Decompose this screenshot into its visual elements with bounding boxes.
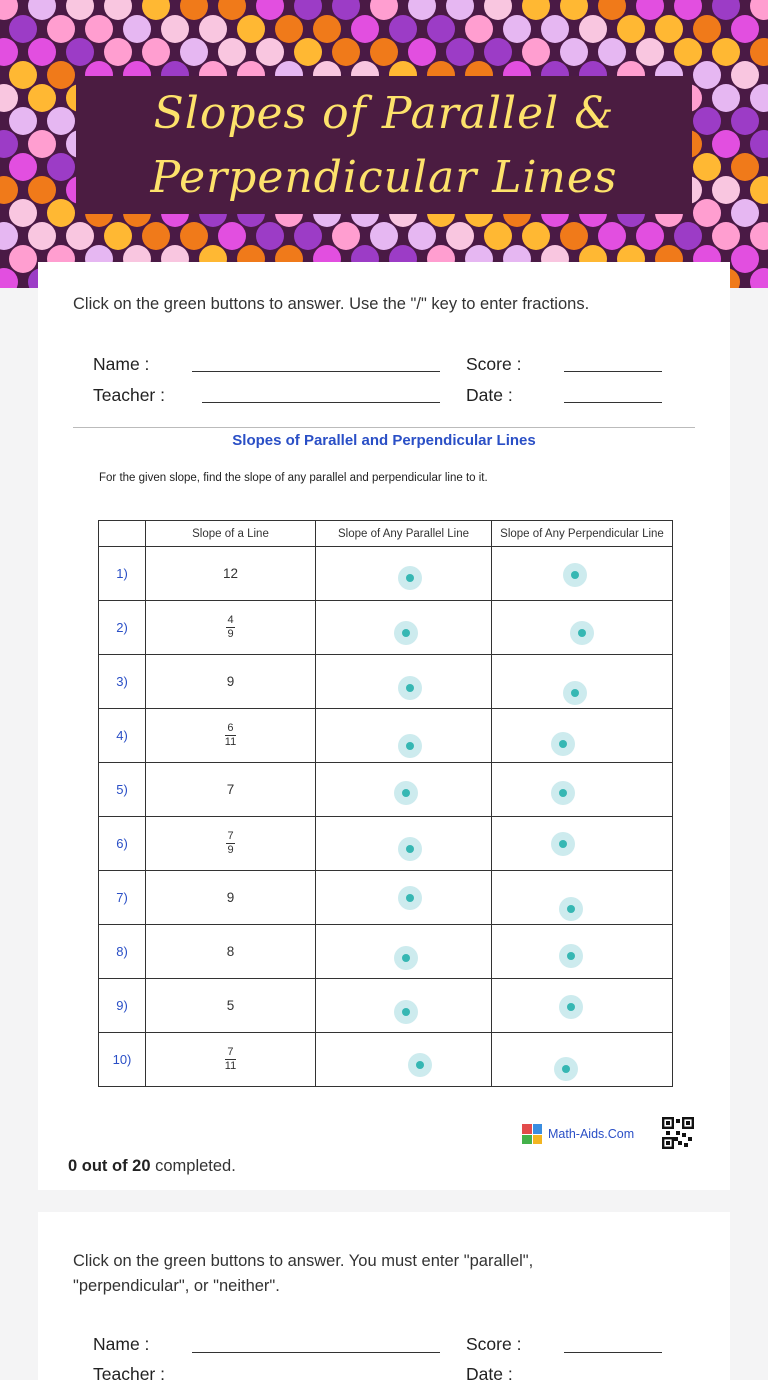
- perpendicular-answer-button[interactable]: [559, 995, 583, 1019]
- polka-dot: [484, 38, 512, 66]
- polka-dot: [484, 0, 512, 20]
- name-label: Name :: [93, 354, 150, 374]
- worksheet-card: [38, 262, 730, 1190]
- perpendicular-answer-button[interactable]: [570, 621, 594, 645]
- row-number: 3): [99, 655, 146, 709]
- row-number: 2): [99, 601, 146, 655]
- polka-dot: [560, 222, 588, 250]
- polka-dot: [389, 15, 417, 43]
- score-line: [564, 371, 662, 372]
- parallel-cell: [316, 547, 492, 601]
- perpendicular-cell: [492, 1033, 673, 1087]
- polka-dot: [598, 38, 626, 66]
- polka-dot: [256, 38, 284, 66]
- parallel-cell: [316, 925, 492, 979]
- polka-dot: [218, 222, 246, 250]
- table-row: [99, 763, 673, 817]
- polka-dot: [313, 15, 341, 43]
- progress-count: 0 out of 20: [68, 1157, 151, 1175]
- row-number: 4): [99, 709, 146, 763]
- qr-code-icon: [662, 1117, 694, 1149]
- given-slope: [146, 817, 316, 871]
- polka-dot: [332, 38, 360, 66]
- polka-dot: [750, 268, 768, 288]
- parallel-answer-button[interactable]: [394, 621, 418, 645]
- date-label-2: Date :: [466, 1364, 513, 1380]
- polka-dot: [66, 38, 94, 66]
- perpendicular-cell: [492, 763, 673, 817]
- header-banner: [0, 0, 768, 288]
- fraction-numerator: 7: [227, 830, 234, 842]
- table-row: [99, 655, 673, 709]
- perpendicular-answer-button[interactable]: [559, 897, 583, 921]
- polka-dot: [750, 84, 768, 112]
- polka-dot: [712, 0, 740, 20]
- polka-dot: [693, 107, 721, 135]
- polka-dot: [0, 176, 18, 204]
- fraction-numerator: 4: [227, 614, 234, 626]
- polka-dot: [104, 38, 132, 66]
- page-title: [76, 82, 692, 210]
- polka-dot: [693, 153, 721, 181]
- polka-dot: [28, 222, 56, 250]
- polka-dot: [0, 38, 18, 66]
- polka-dot: [0, 0, 18, 20]
- polka-dot: [446, 38, 474, 66]
- perpendicular-answer-button[interactable]: [559, 944, 583, 968]
- parallel-cell: [316, 655, 492, 709]
- polka-dot: [9, 61, 37, 89]
- divider: [73, 427, 695, 428]
- teacher-label: Teacher :: [93, 385, 165, 405]
- instructions-text-2: Click on the green buttons to answer. You must enter "parallel", "perpendicular", or "neither".: [73, 1252, 534, 1295]
- polka-dot: [332, 0, 360, 20]
- polka-dot: [104, 222, 132, 250]
- polka-dot: [218, 38, 246, 66]
- polka-dot: [370, 0, 398, 20]
- polka-dot: [598, 0, 626, 20]
- fraction: [225, 723, 236, 748]
- date-line: [564, 402, 662, 403]
- parallel-answer-button[interactable]: [394, 781, 418, 805]
- parallel-cell: [316, 601, 492, 655]
- polka-dot: [731, 107, 759, 135]
- fraction-denominator: 9: [227, 844, 234, 856]
- polka-dot: [0, 268, 18, 288]
- given-slope: 7: [146, 763, 316, 817]
- brand-name: Math-Aids.Com: [548, 1127, 635, 1141]
- parallel-answer-button[interactable]: [394, 1000, 418, 1024]
- polka-dot: [408, 0, 436, 20]
- polka-dot: [66, 0, 94, 20]
- polka-dot: [294, 0, 322, 20]
- polka-dot: [655, 15, 683, 43]
- polka-dot: [408, 222, 436, 250]
- given-slope: [146, 601, 316, 655]
- parallel-answer-button[interactable]: [408, 1053, 432, 1077]
- progress-suffix: completed.: [150, 1157, 236, 1175]
- polka-dot: [370, 38, 398, 66]
- perpendicular-answer-button[interactable]: [551, 832, 575, 856]
- header-slope: Slope of a Line: [146, 521, 316, 547]
- given-slope: 12: [146, 547, 316, 601]
- polka-dot: [446, 0, 474, 20]
- polka-dot: [522, 222, 550, 250]
- perpendicular-answer-button[interactable]: [551, 781, 575, 805]
- polka-dot: [712, 130, 740, 158]
- polka-dot: [351, 15, 379, 43]
- parallel-answer-button[interactable]: [398, 886, 422, 910]
- table-row: [99, 871, 673, 925]
- polka-dot: [598, 222, 626, 250]
- polka-dot: [636, 222, 664, 250]
- polka-dot: [142, 222, 170, 250]
- name-label-2: Name :: [93, 1334, 150, 1354]
- polka-dot: [47, 153, 75, 181]
- polka-dot: [142, 0, 170, 20]
- date-label: Date :: [466, 385, 513, 405]
- polka-dot: [731, 61, 759, 89]
- header-parallel: Slope of Any Parallel Line: [316, 521, 492, 547]
- fraction: [226, 831, 235, 856]
- polka-dot: [0, 222, 18, 250]
- polka-dot: [28, 0, 56, 20]
- worksheet-card-2: [38, 1212, 730, 1380]
- table-row: [99, 979, 673, 1033]
- perpendicular-cell: [492, 547, 673, 601]
- row-number: 10): [99, 1033, 146, 1087]
- polka-dot: [446, 222, 474, 250]
- table-row: [99, 925, 673, 979]
- polka-dot: [9, 153, 37, 181]
- polka-dot: [408, 38, 436, 66]
- fraction-denominator: 11: [224, 1060, 237, 1072]
- page-title-line-2: Perpendicular Lines: [150, 152, 618, 203]
- polka-dot: [560, 38, 588, 66]
- polka-dot: [712, 84, 740, 112]
- parallel-answer-button[interactable]: [398, 837, 422, 861]
- fraction-denominator: 11: [224, 736, 237, 748]
- polka-dot: [104, 0, 132, 20]
- row-number: 1): [99, 547, 146, 601]
- table-header-row: [99, 521, 673, 547]
- polka-dot: [0, 84, 18, 112]
- polka-dot: [28, 84, 56, 112]
- polka-dot: [750, 38, 768, 66]
- name-line-2: [192, 1352, 440, 1353]
- given-slope: [146, 1033, 316, 1087]
- polka-dot: [712, 176, 740, 204]
- table-row: [99, 1033, 673, 1087]
- polka-dot: [9, 107, 37, 135]
- fraction-denominator: 9: [227, 628, 234, 640]
- polka-dot: [9, 245, 37, 273]
- polka-dot: [560, 0, 588, 20]
- perpendicular-cell: [492, 817, 673, 871]
- polka-dot: [0, 130, 18, 158]
- parallel-answer-button[interactable]: [394, 946, 418, 970]
- parallel-answer-button[interactable]: [398, 734, 422, 758]
- fraction-numerator: 6: [227, 722, 234, 734]
- row-number: 7): [99, 871, 146, 925]
- polka-dot: [294, 38, 322, 66]
- polka-dot: [180, 38, 208, 66]
- polka-dot: [636, 38, 664, 66]
- fraction-numerator: 7: [227, 1046, 234, 1058]
- polka-dot: [123, 15, 151, 43]
- polka-dot: [750, 176, 768, 204]
- polka-dot: [47, 199, 75, 227]
- perpendicular-answer-button[interactable]: [554, 1057, 578, 1081]
- score-label: Score :: [466, 354, 522, 374]
- polka-dot: [522, 0, 550, 20]
- row-number: 5): [99, 763, 146, 817]
- polka-dot: [712, 222, 740, 250]
- polka-dot: [674, 38, 702, 66]
- polka-dot: [218, 0, 246, 20]
- polka-dot: [579, 15, 607, 43]
- polka-dot: [731, 15, 759, 43]
- polka-dot: [47, 107, 75, 135]
- given-slope: 9: [146, 655, 316, 709]
- worksheet-title: Slopes of Parallel and Perpendicular Lines: [232, 432, 536, 449]
- parallel-cell: [316, 1033, 492, 1087]
- polka-dot: [674, 222, 702, 250]
- table-row: [99, 601, 673, 655]
- perpendicular-cell: [492, 601, 673, 655]
- instructions-text: Click on the green buttons to answer. Use the "/" key to enter fractions.: [73, 295, 590, 313]
- polka-dot: [731, 199, 759, 227]
- score-line-2: [564, 1352, 662, 1353]
- fraction: [225, 1047, 236, 1072]
- polka-dot: [503, 15, 531, 43]
- polka-dot: [28, 176, 56, 204]
- polka-dot: [47, 61, 75, 89]
- polka-dot: [693, 199, 721, 227]
- score-label-2: Score :: [466, 1334, 522, 1354]
- parallel-cell: [316, 817, 492, 871]
- given-slope: 9: [146, 871, 316, 925]
- slopes-table: [98, 520, 673, 1087]
- polka-dot: [256, 222, 284, 250]
- perpendicular-cell: [492, 871, 673, 925]
- perpendicular-cell: [492, 925, 673, 979]
- perpendicular-answer-button[interactable]: [551, 732, 575, 756]
- given-slope: 8: [146, 925, 316, 979]
- table-row: [99, 547, 673, 601]
- table-row: [99, 709, 673, 763]
- parallel-answer-button[interactable]: [398, 676, 422, 700]
- name-line: [192, 371, 440, 372]
- polka-dot: [636, 0, 664, 20]
- polka-dot: [731, 245, 759, 273]
- polka-dot: [712, 38, 740, 66]
- parallel-cell: [316, 763, 492, 817]
- polka-dot: [180, 0, 208, 20]
- progress-text: [68, 1157, 236, 1176]
- polka-dot: [180, 222, 208, 250]
- title-box: [76, 76, 692, 214]
- polka-dot: [28, 130, 56, 158]
- header-perpendicular: Slope of Any Perpendicular Line: [492, 521, 673, 547]
- polka-dot: [731, 153, 759, 181]
- polka-dot: [28, 38, 56, 66]
- row-number: 9): [99, 979, 146, 1033]
- polka-dot: [161, 15, 189, 43]
- teacher-line: [202, 402, 440, 403]
- polka-dot: [237, 15, 265, 43]
- polka-dot: [750, 222, 768, 250]
- polka-dot: [85, 15, 113, 43]
- polka-dot: [693, 15, 721, 43]
- header-number: [99, 521, 146, 547]
- polka-dot: [47, 15, 75, 43]
- parallel-cell: [316, 709, 492, 763]
- polka-dot: [750, 130, 768, 158]
- polka-dot: [9, 199, 37, 227]
- teacher-label-2: Teacher :: [93, 1364, 165, 1380]
- parallel-answer-button[interactable]: [398, 566, 422, 590]
- given-slope: 5: [146, 979, 316, 1033]
- polka-dot: [750, 0, 768, 20]
- polka-dot: [256, 0, 284, 20]
- polka-dot: [275, 15, 303, 43]
- worksheet-subtitle: For the given slope, find the slope of any parallel and perpendicular line to it.: [99, 472, 488, 484]
- polka-dot: [142, 38, 170, 66]
- table-row: [99, 817, 673, 871]
- perpendicular-answer-button[interactable]: [563, 681, 587, 705]
- polka-dot: [66, 222, 94, 250]
- polka-dot: [484, 222, 512, 250]
- polka-dot: [370, 222, 398, 250]
- perpendicular-cell: [492, 655, 673, 709]
- polka-dot: [427, 15, 455, 43]
- polka-dot: [294, 222, 322, 250]
- given-slope: [146, 709, 316, 763]
- polka-dot: [693, 61, 721, 89]
- perpendicular-cell: [492, 979, 673, 1033]
- polka-dot: [332, 222, 360, 250]
- perpendicular-cell: [492, 709, 673, 763]
- polka-dot: [674, 0, 702, 20]
- parallel-cell: [316, 979, 492, 1033]
- polka-dot: [541, 15, 569, 43]
- math-aids-logo-icon: [522, 1124, 542, 1144]
- polka-dot: [199, 15, 227, 43]
- polka-dot: [465, 15, 493, 43]
- math-aids-brand[interactable]: [522, 1124, 634, 1144]
- polka-dot: [617, 15, 645, 43]
- page-title-line-1: Slopes of Parallel &: [153, 88, 615, 139]
- parallel-cell: [316, 871, 492, 925]
- fraction: [226, 615, 235, 640]
- row-number: 8): [99, 925, 146, 979]
- perpendicular-answer-button[interactable]: [563, 563, 587, 587]
- row-number: 6): [99, 817, 146, 871]
- polka-dot: [522, 38, 550, 66]
- polka-dot: [9, 15, 37, 43]
